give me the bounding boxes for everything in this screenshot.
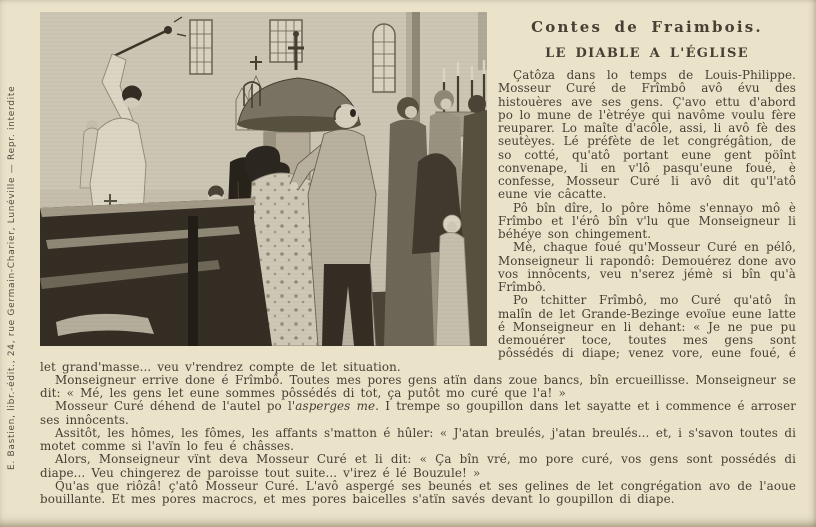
paragraph-text: Mosseur Curé déhend de l'autel po l': [55, 399, 296, 414]
paragraph-text: Alors, Monseigneur vïnt deva Mosseur Curé et li dit: « Ça bîn vré, mo pore curé, vos gens sont possédés di diape... Veu chingerez de paroisse tout suite... v'irez é lé Bouzule! »: [40, 452, 796, 480]
paragraph-text: Çatôza dans lo temps de Louis-Philippe. Mosseur Curé de Frîmbô avô évu des histouères ave ses gens. Ç'avo ettu d'abord po lo mune de l'ètréye qui navôme voulu fère reuparer. Lo maîte d'acôle, assi, li avô fè des seutèyes. Lé préfète de let congrégâtion, de so cotté, qu'atô portant eune gent pöînt convenape, li en v'lô pasqu'eune foué, è confesse, Mosseur Curé li avô dit qu'l'atô eune vie câcatte.: [498, 68, 796, 202]
illustration-frame: [40, 12, 487, 346]
paragraph-text: Assitôt, les hômes, les fômes, les affants s'matton é hûler: « J'atan breulés, j'atan breulés... et, i s'savon toutes di motet comme si l'avïn lo feu é châsses.: [40, 425, 796, 453]
paragraph-text: Po tchitter Frîmbô, mo Curé qu'atô în malîn de let Grande-Bezinge evoïue eune latte é Monseigneur en li dehant: « Je ne pue pu demouérer toce, toutes mes gens sont pôssédés di diape; venez vore, eune foué, é let grand'masse... veu v'rendrez compte de let situation.: [40, 293, 796, 374]
postcard-content: [40, 10, 796, 506]
paragraph-text: Mè, chaque foué qu'Mosseur Curé en pélô, Monseigneur li rapondô: Demouérez done avo vos innôcents, veu n'serez jémè si bîn qu'à Frîmbô.: [498, 240, 796, 294]
engraving-texture: [40, 12, 487, 346]
story-title: LE DIABLE A L'ÉGLISE: [545, 46, 749, 61]
paragraph-text: Pô bîn dîre, lo pôre hôme s'ennayo mô è Frîmbo et l'érô bîn v'lu que Monseigneur li béhéye son chingement.: [498, 200, 796, 241]
latin-phrase: asperges me: [295, 399, 376, 414]
series-title: Contes de Fraimbois.: [531, 18, 763, 36]
story-paragraph: [40, 400, 796, 427]
story-paragraph: [40, 453, 796, 480]
church-scene-illustration: [40, 12, 487, 346]
paragraph-text: Monseigneur errive done é Frîmbô. Toutes mes pores gens atïn dans zoue bancs, bîn ercueillisse. Monseigneur se dit: « Mé, les gens let eune sommes pôssédés di tot, ça putôt mo curé que l'a! »: [40, 372, 796, 400]
paragraph-text: . I trempe so goupillon dans let sayatte et i commence é arroser ses innôcents.: [40, 399, 796, 427]
story-paragraph: [40, 427, 796, 454]
paragraph-text: Qu'as que riôzâ! ç'atô Mosseur Curé. L'avô aspergé ses beunés et ses gelines de let congrégation avo de l'aoue bouillante. Et mes pores macrocs, et mes pores baicelles s'atïn savés devant lo goupillon di diape.: [40, 478, 796, 506]
story-paragraph: [40, 374, 796, 401]
story-paragraph: [40, 480, 796, 507]
publisher-imprint: E. Bastien, libr.-édit., 24, rue Germain-Charier, Lunéville — Repr. interdite: [7, 85, 17, 470]
